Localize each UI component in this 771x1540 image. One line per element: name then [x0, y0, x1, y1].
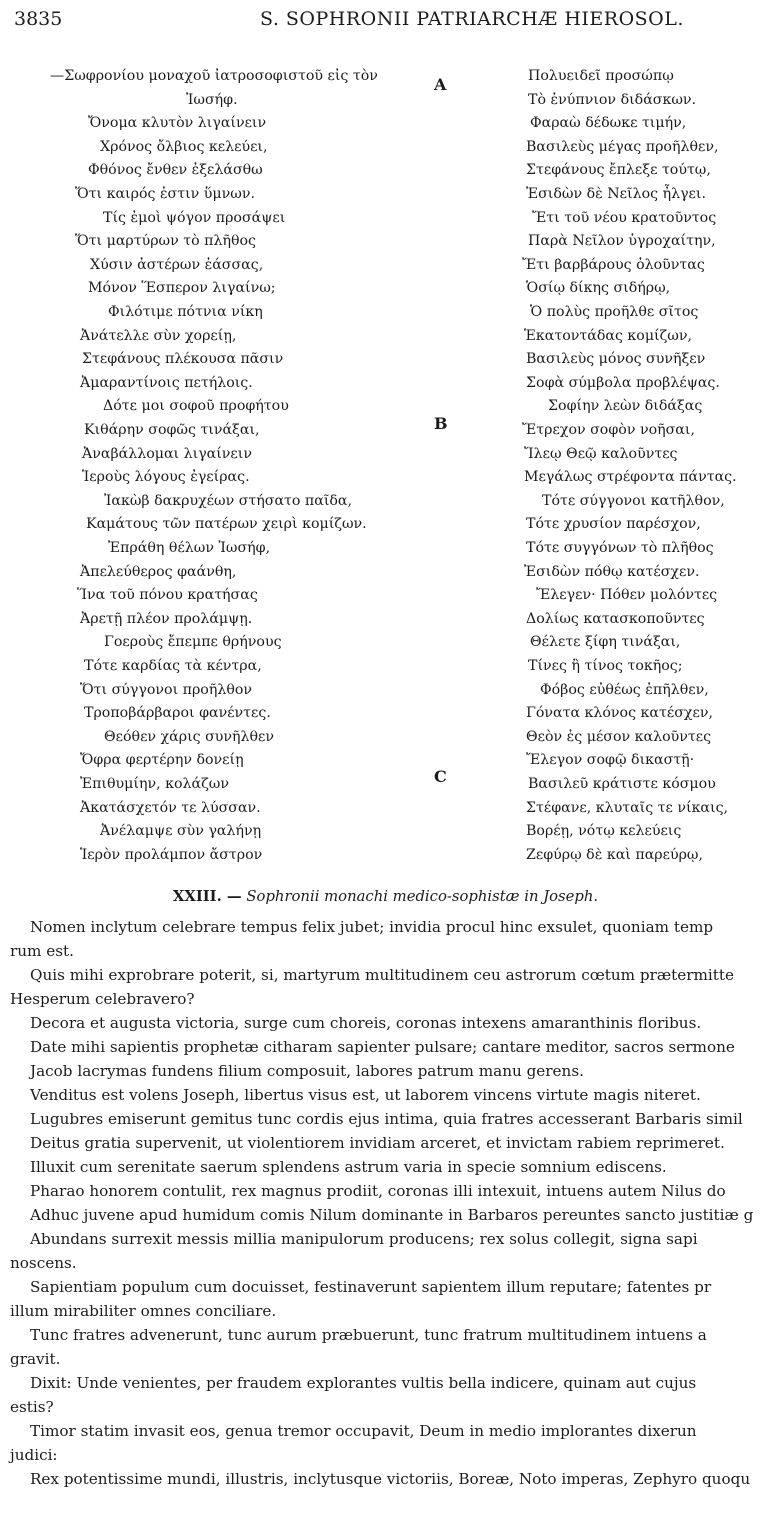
greek-verse-line: Τίνες ἢ τίνος τοκῆος; [528, 658, 683, 674]
greek-verse-line: Ἔτρεχον σοφὸν νοῆσαι, [522, 422, 695, 438]
latin-text-line: Venditus est volens Joseph, libertus visus est, ut laborem vincens virtute magis niteret. [30, 1086, 701, 1104]
latin-text-line: Tunc fratres advenerunt, tunc aurum præbuerunt, tunc fratrum multitudinem intuens a [30, 1326, 707, 1344]
greek-verse-line: Φιλότιμε πότνια νίκη [108, 304, 263, 320]
greek-verse-line: Θεόθεν χάρις συνῆλθεν [104, 728, 275, 745]
greek-verse-line: Θεὸν ἐς μέσον καλοῦντες [526, 728, 712, 745]
greek-verse-line: Φαραὼ δέδωκε τιμήν, [530, 115, 687, 132]
greek-verse-line: Βασιλεὺς μόνος συνῆξεν [526, 351, 706, 368]
latin-text-line: Abundans surrexit messis millia manipulorum producens; rex solus collegit, signa sapi [30, 1230, 698, 1248]
page-number: 3835 [14, 8, 63, 30]
section-title: Sophronii monachi medico-sophistæ in Joseph. [246, 888, 599, 905]
greek-verse-line: Γόνατα κλόνος κατέσχεν, [526, 705, 713, 722]
greek-verse-line: Ἀμαραντίνοις πετήλοις. [80, 374, 253, 391]
greek-verse-line: Φόβος εὐθέως ἐπῆλθεν, [540, 681, 709, 698]
greek-verse-line: Ἔλεγον σοφῷ δικαστῇ· [526, 752, 695, 769]
greek-verse-line: Ἴλεῳ Θεῷ καλοῦντες [524, 445, 678, 462]
greek-verse-line: Χύσιν ἀστέρων ἐάσσας, [90, 256, 264, 273]
greek-verse-line: Ὄνομα κλυτὸν λιγαίνειν [88, 115, 267, 132]
latin-text-line: Hesperum celebravero? [10, 990, 195, 1008]
greek-verse-line: —Σωφρονίου μοναχοῦ ἰατροσοφιστοῦ εἰς τὸν [50, 68, 378, 84]
greek-verse-line: Πολυειδεῖ προσώπῳ [528, 68, 674, 84]
latin-text-line: Illuxit cum serenitate saerum splendens astrum varia in specie somnium ediscens. [30, 1158, 667, 1176]
greek-verse-line: Θέλετε ξίφη τινάξαι, [530, 634, 681, 651]
greek-verse-line: Στεφάνους πλέκουσα πᾶσιν [82, 351, 284, 368]
greek-verse-line: Ἱεροὺς λόγους ἐγείρας. [82, 469, 250, 486]
greek-verse-line: Χρόνος ὄλβιος κελεύει, [100, 138, 268, 155]
latin-text-line: Dixit: Unde venientes, per fraudem explorantes vultis bella indicere, quinam aut cujus [30, 1374, 697, 1392]
margin-marker-c: C [434, 767, 447, 786]
greek-verse-line: Ὅτι σύγγονοι προῆλθον [80, 681, 253, 698]
greek-verse-line: Βορέῃ, νότῳ κελεύεις [526, 823, 682, 840]
margin-marker-a: A [434, 75, 447, 94]
latin-text-line: Adhuc juvene apud humidum comis Nilum dominante in Barbaros pereuntes sancto justitiæ g [30, 1206, 754, 1224]
latin-text-line: Quis mihi exprobrare poterit, si, martyrum multitudinem ceu astrorum cœtum prætermitte [30, 966, 734, 984]
latin-text-line: rum est. [10, 942, 74, 960]
latin-text-line: noscens. [10, 1254, 77, 1272]
greek-verse-line: Μεγάλως στρέφοντα πάντας. [524, 469, 737, 486]
greek-verse-line: Καμάτους τῶν πατέρων χειρὶ κομίζων. [86, 516, 367, 533]
latin-text-line: Rex potentissime mundi, illustris, inclytusque victoriis, Boreæ, Noto imperas, Zephyro quoqu [30, 1470, 751, 1488]
latin-text-line: gravit. [10, 1350, 61, 1368]
greek-verse-line: Τότε συγγόνων τὸ πλῆθος [526, 540, 714, 556]
greek-verse-line: Ὁσίῳ δίκης σιδήρῳ, [526, 280, 671, 297]
greek-verse-line: Ὁ πολὺς προῆλθε σῖτος [530, 304, 699, 320]
greek-verse-line: Σοφὰ σύμβολα προβλέψας. [526, 374, 720, 391]
greek-verse-line: Ζεφύρῳ δὲ καὶ παρεύρῳ, [526, 846, 704, 863]
latin-text-line: Nomen inclytum celebrare tempus felix jubet; invidia procul hinc exsulet, quoniam temp [30, 918, 714, 936]
latin-text-line: judici: [10, 1446, 58, 1464]
greek-verse-line: Τίς ἐμοὶ ψόγον προσάψει [103, 209, 286, 226]
greek-verse-line: Ἀπελεύθερος φαάνθη, [80, 563, 237, 580]
page-header [0, 4, 771, 36]
greek-verse-line: Βασιλεὺς μέγας προῆλθεν, [526, 138, 719, 155]
margin-marker-b: B [434, 414, 448, 433]
greek-verse-line: Ὅτι μαρτύρων τὸ πλῆθος [75, 233, 257, 250]
greek-verse-line: Γοεροὺς ἔπεμπε θρήνους [104, 634, 282, 651]
section-number: XXIII. — [172, 888, 242, 905]
greek-verse-line: Στέφανε, κλυταῖς τε νίκαις, [526, 799, 729, 816]
section-heading [0, 888, 771, 905]
greek-verse-line: Ἐσιδὼν δὲ Νεῖλος ἦλγει. [526, 186, 706, 202]
greek-verse-line: Τότε χρυσίον παρέσχον, [526, 516, 701, 533]
greek-verse-line: Ἐσιδὼν πόθῳ κατέσχεν. [524, 563, 700, 580]
greek-verse-line: Τροποβάρβαροι φανέντες. [84, 705, 271, 722]
greek-verse-line: Στεφάνους ἔπλεξε τούτῳ, [526, 162, 711, 179]
greek-verse-line: Ἐπιθυμίην, κολάζων [80, 776, 229, 792]
greek-verse-line: Μόνον Ἕσπερον λιγαίνω; [88, 280, 276, 297]
greek-verse-line: Ἀνάτελλε σὺν χορείῃ, [80, 327, 237, 344]
latin-text-line: Jacob lacrymas fundens filium composuit, labores patrum manu gerens. [30, 1062, 584, 1080]
greek-verse-line: Φθόνος ἔνθεν ἐξελάσθω [88, 162, 263, 179]
greek-verse-line: Ἀρετῇ πλέον προλάμψῃ. [80, 610, 253, 627]
greek-verse-line: Βασιλεῦ κράτιστε κόσμου [528, 776, 716, 792]
greek-verse-line: Τότε σύγγονοι κατῆλθον, [542, 492, 725, 509]
greek-verse-line: Ἐπράθη θέλων Ἰωσήφ, [108, 540, 271, 556]
latin-text-line: Decora et augusta victoria, surge cum choreis, coronas intexens amaranthinis floribus. [30, 1014, 702, 1032]
greek-verse-line: Ἔλεγεν· Πόθεν μολόντες [536, 587, 718, 604]
greek-verse-line: Ἀκατάσχετόν τε λύσσαν. [80, 799, 261, 816]
latin-text-line: Timor statim invasit eos, genua tremor occupavit, Deum in medio implorantes dixerun [30, 1422, 697, 1440]
greek-verse-line: Ὄφρα φερτέρην δονείῃ [80, 752, 244, 769]
greek-verse-line: Ἀνέλαμψε σὺν γαλήνῃ [100, 823, 262, 840]
greek-verse-line: Δότε μοι σοφοῦ προφήτου [103, 398, 289, 415]
running-title: S. SOPHRONII PATRIARCHÆ HIEROSOL. [260, 8, 684, 30]
latin-text-line: Pharao honorem contulit, rex magnus prodiit, coronas illi intexuit, intuens autem Nilus do [30, 1182, 726, 1200]
greek-verse-line: Δολίως κατασκοποῦντες [526, 610, 705, 627]
greek-verse-line: Τὸ ἐνύπνιον διδάσκων. [528, 91, 697, 108]
greek-verse-line: Ἔτι τοῦ νέου κρατοῦντος [532, 209, 717, 226]
greek-verse-line: Ἀναβάλλομαι λιγαίνειν [82, 445, 252, 462]
greek-verse-line: Παρὰ Νεῖλον ὑγροχαίτην, [528, 233, 716, 250]
latin-text-line: illum mirabiliter omnes conciliare. [10, 1302, 277, 1320]
greek-verse-line: Ἑκατοντάδας κομίζων, [524, 327, 692, 344]
greek-verse-line: Ἔτι βαρβάρους ὀλοῦντας [522, 256, 705, 273]
greek-verse-line: Ὅτι καιρός ἐστιν ὕμνων. [75, 186, 255, 202]
greek-verse-line: Ἰακὼβ δακρυχέων στήσατο παῖδα, [104, 492, 353, 509]
latin-text-line: Sapientiam populum cum docuisset, festinaverunt sapientem illum reputare; fatentes pr [30, 1278, 712, 1296]
greek-verse-line: Ἱερὸν προλάμπον ἄστρον [80, 846, 263, 863]
greek-verse-line: Ἰωσήφ. [186, 91, 238, 108]
greek-verse-line: Ἵνα τοῦ πόνου κρατήσας [77, 587, 258, 604]
greek-verse-line: Κιθάρην σοφῶς τινάξαι, [84, 422, 260, 438]
greek-verse-line: Σοφίην λεὼν διδάξας [548, 398, 703, 415]
greek-verse-line: Τότε καρδίας τὰ κέντρα, [84, 658, 262, 674]
latin-text-line: Date mihi sapientis prophetæ citharam sapienter pulsare; cantare meditor, sacros sermone [30, 1038, 735, 1056]
latin-text-line: Deitus gratia supervenit, ut violentiorem invidiam arceret, et invictam rabiem reprimeret. [30, 1134, 725, 1152]
latin-text-line: Lugubres emiserunt gemitus tunc cordis ejus intima, quia fratres accesserant Barbaris simil [30, 1110, 743, 1128]
latin-text-line: estis? [10, 1398, 54, 1416]
